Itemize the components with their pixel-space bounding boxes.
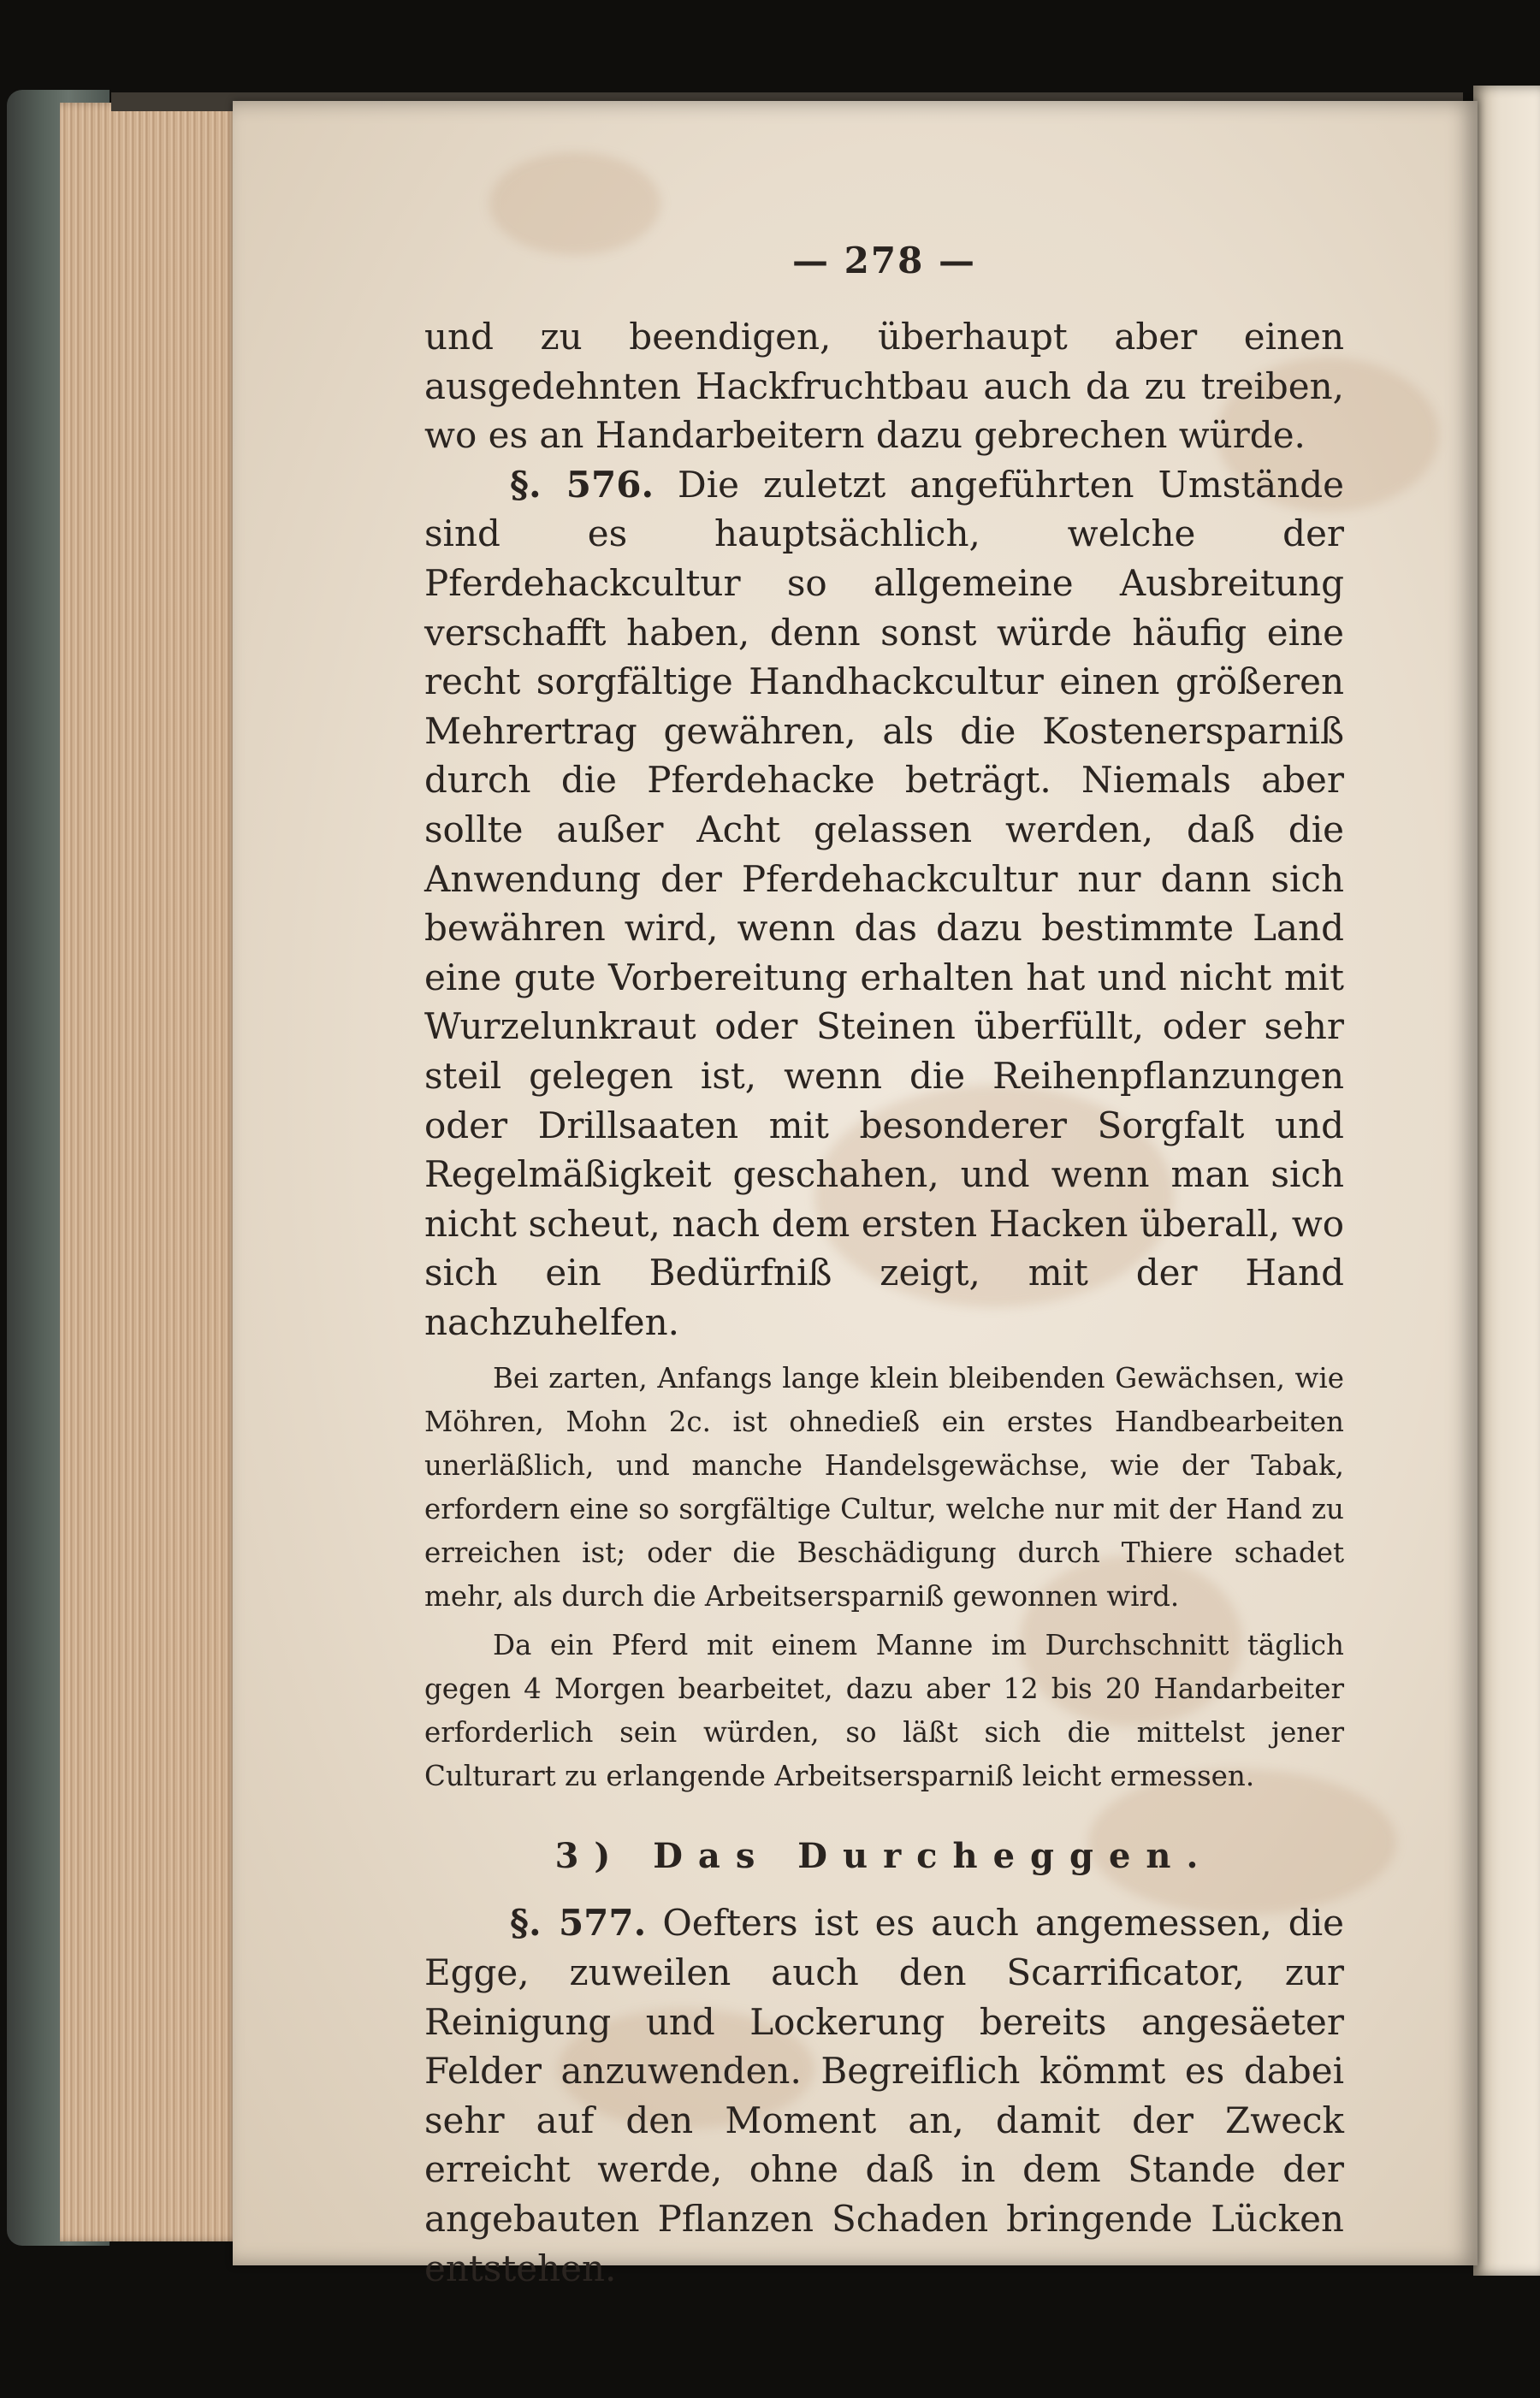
section-number-576: §. 576. (510, 463, 654, 506)
page-number: — 278 — (792, 240, 976, 281)
footnote-2: Da ein Pferd mit einem Manne im Durchschnitt täglich gegen 4 Morgen bearbeitet, dazu aber 12 bis 20 Handarbeiter erforderlich sein würden, so läßt sich die mittelst jener Culturart zu erlangende Arbeitsersparniß leicht ermessen. (424, 1629, 1344, 1793)
paragraph-577 (424, 1898, 1344, 2293)
paragraph-576-text: Die zuletzt angeführten Umstände sind es hauptsächlich, welche der Pferdehackcultur so allgemeine Ausbreitung verschafft haben, denn sonst würde häufig eine recht sorgfältige Handhackcultur einen größeren Mehrertrag gewähren, als die Kostenersparniß durch die Pferdehacke beträgt. Niemals aber sollte außer Acht gelassen werden, daß die Anwendung der Pferdehackcultur nur dann sich bewähren wird, wenn das dazu bestimmte Land eine gute Vorbereitung erhalten hat und nicht mit Wurzelunkraut oder Steinen überfüllt, oder sehr steil gelegen ist, wenn die Reihenpflanzungen oder Drillsaaten mit besonderer Sorgfalt und Regelmäßigkeit geschahen, und wenn man sich nicht scheut, nach dem ersten Hacken überall, wo sich ein Bedürfniß zeigt, mit der Hand nachzuhelfen. (424, 463, 1344, 1343)
section-number-577: §. 577. (510, 1902, 647, 1945)
section-heading: 3) Das Durcheggen. (554, 1836, 1214, 1877)
paragraph-576 (424, 460, 1344, 1347)
paragraph-continued: und zu beendigen, überhaupt aber einen ausgedehnten Hackfruchtbau auch da zu treiben, wo es an Handarbeitern dazu gebrechen würde. (424, 316, 1344, 457)
paragraph-577-text: Oefters ist es auch angemessen, die Egge, zuweilen auch den Scarrificator, zur Reinigung und Lockerung bereits angesäeter Felder anzuwenden. Begreiflich kömmt es dabei sehr auf den Moment an, damit der Zweck erreicht werde, ohne daß in dem Stande der angebauten Pflanzen Schaden bringende Lücken entstehen. (424, 1902, 1344, 2289)
facing-page-edge (1473, 86, 1540, 2276)
footnote-1: Bei zarten, Anfangs lange klein bleibenden Gewächsen, wie Möhren, Mohn 2c. ist ohnedieß ein erstes Handbearbeiten unerläßlich, und manche Handelsgewächse, wie der Tabak, erfordern eine so sorgfältige Cultur, welche nur mit der Hand zu erreichen ist; oder die Beschädigung durch Thiere schadet mehr, als durch die Arbeitsersparniß gewonnen wird. (424, 1362, 1344, 1613)
page-text (424, 240, 1344, 2293)
